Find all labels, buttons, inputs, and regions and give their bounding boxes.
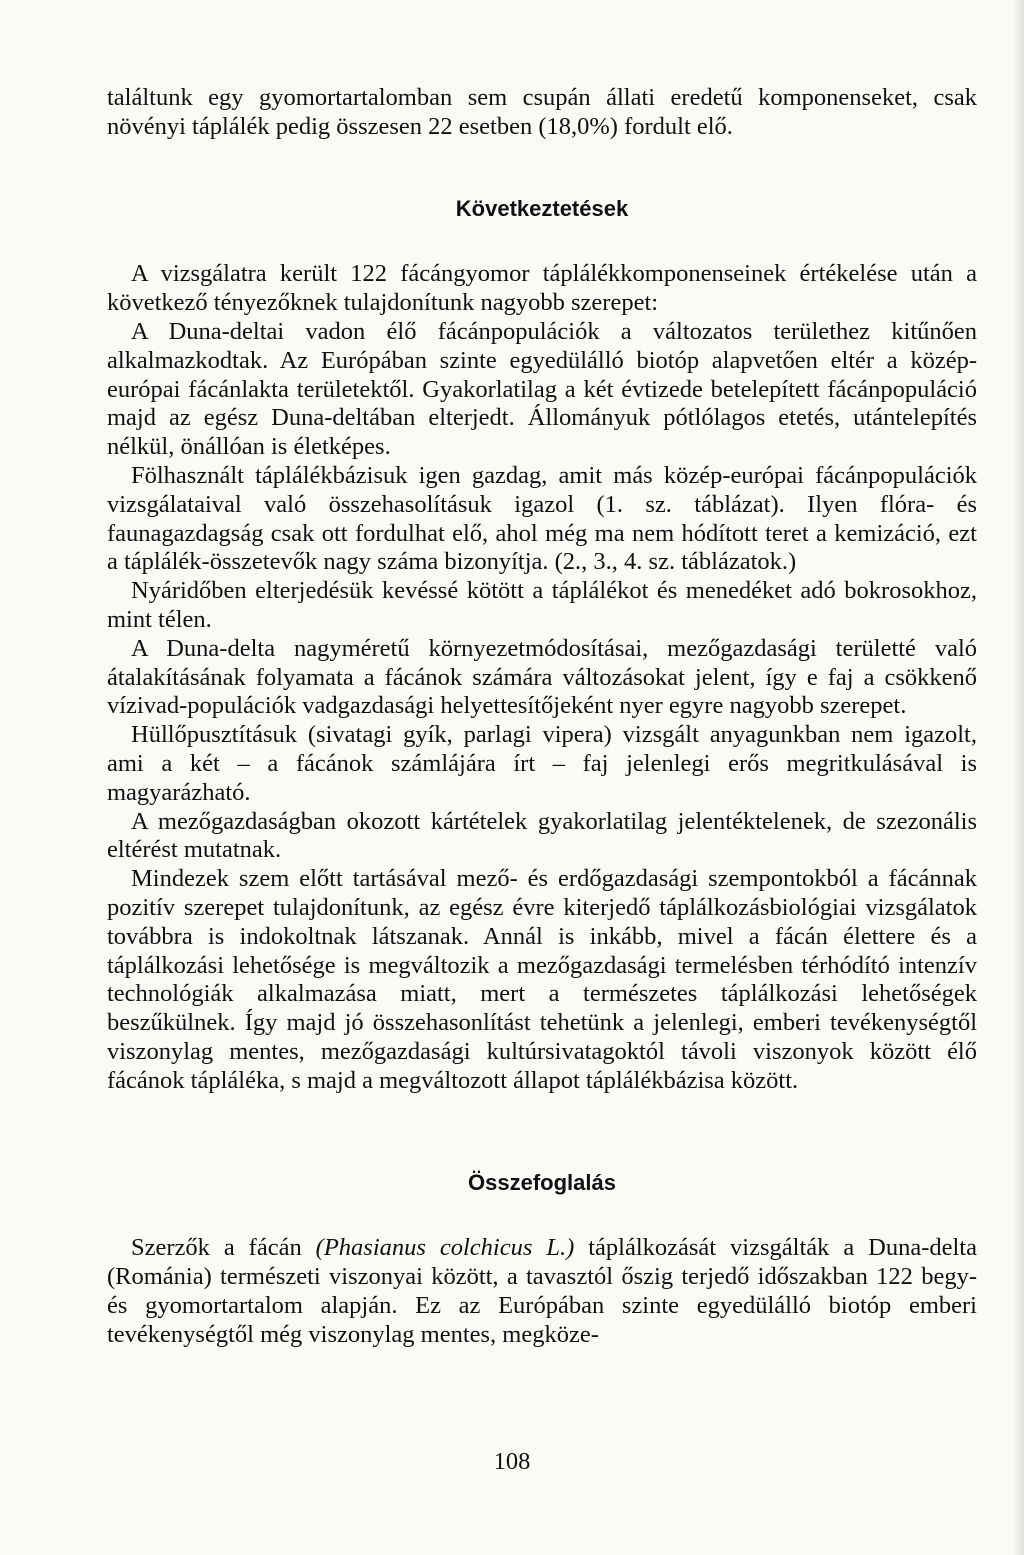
conclusion-paragraph-4: Nyáridőben elterjedésük kevéssé kötött a táplálékot és menedéket adó bokrosokhoz, mint télen.	[107, 577, 977, 633]
conclusion-paragraph-7: A mezőgazdaságban okozott kártételek gyakorlatilag jelentéktelenek, de szezonális eltérést mutatnak.	[107, 807, 977, 864]
conclusion-paragraph-6: Hüllőpusztításuk (sivatagi gyík, parlagi vipera) vizsgált anyagunkban nem igazolt, ami a két – a fácánok számlájára írt – faj jelenlegi erős megritkulásával is magyarázható.	[107, 721, 977, 806]
conclusion-paragraph-1: A vizsgálatra került 122 fácángyomor táplálékkomponenseinek értékelése után a következő tényezőknek tulajdonítunk nagyobb szerepet:	[107, 260, 977, 317]
heading-conclusions: Következtetések	[455, 195, 629, 221]
summary-text-rest: táplálkozását vizsgálták a Duna-delta (Románia) természeti viszonyai között, a tavasztól őszig terjedő időszakban 122 begy- és gyomortartalom alapján. Ez az Európában szinte egyedülálló biotóp emberi tevékenységtől még viszonylag mentes, megköze-	[107, 1234, 977, 1348]
conclusion-paragraph-3: Fölhasznált táplálékbázisuk igen gazdag, amit más közép-európai fácánpopulációk vizsgálataival való összehasolításuk igazol (1. sz. táblázat). Ilyen flóra- és faunagazdagság csak ott fordulhat elő, ahol még ma nem hódított teret a kemizáció, ezt a táplálék-összetevők nagy száma bizonyítja. (2., 3., 4. sz. táblázatok.)	[107, 461, 977, 576]
heading-summary: Összefoglalás	[468, 1169, 616, 1195]
conclusion-paragraph-2: A Duna-deltai vadon élő fácánpopulációk a változatos területhez kitűnően alkalmazkodtak. Az Európában szinte egyedülálló biotóp alapvetően eltér a közép-európai fácánlakta területektől. Gyakorlatilag a két évtizede betelepített fácánpopuláció majd az egész Duna-deltában elterjedt. Állományuk pótlólagos etetés, utántelepítés nélkül, önállóan is életképes.	[107, 317, 977, 461]
page-body	[107, 84, 977, 1349]
summary-text-start: Szerzők a fácán	[131, 1234, 316, 1262]
summary-paragraph	[107, 1234, 977, 1349]
species-name: (Phasianus colchicus L.)	[315, 1234, 575, 1262]
conclusion-paragraph-5: A Duna-delta nagyméretű környezetmódosításai, mezőgazdasági területté való átalakításának folyamata a fácánok számára változásokat jelent, így e faj a csökkenő vízivad-populációk vadgazdasági helyettesítőjeként nyer egyre nagyobb szerepet.	[107, 634, 977, 720]
intro-paragraph: találtunk egy gyomortartalomban sem csupán állati eredetű komponenseket, csak növényi táplálék pedig összesen 22 esetben (18,0%) fordult elő.	[107, 84, 977, 140]
page-number: 108	[493, 1448, 531, 1475]
conclusion-paragraph-8: Mindezek szem előtt tartásával mező- és erdőgazdasági szempontokból a fácánnak pozitív szerepet tulajdonítunk, az egész évre kiterjedő táplálkozásbiológiai vizsgálatok továbbra is indokoltnak látszanak. Annál is inkább, mivel a fácán élettere és a táplálkozási lehetősége is megváltozik a mezőgazdasági termelésben térhódító intenzív technológiák alkalmazása miatt, mert a természetes táplálkozási lehetőségek beszűkülnek. Így majd jó összehasonlítást tehetünk a jelenlegi, emberi tevékenységtől viszonylag mentes, mezőgazdasági kultúrsivatagoktól távoli viszonyok között élő fácánok tápláléka, s majd a megváltozott állapot táplálékbázisa között.	[107, 865, 977, 1094]
page-edge-shadow	[1012, 0, 1024, 1555]
